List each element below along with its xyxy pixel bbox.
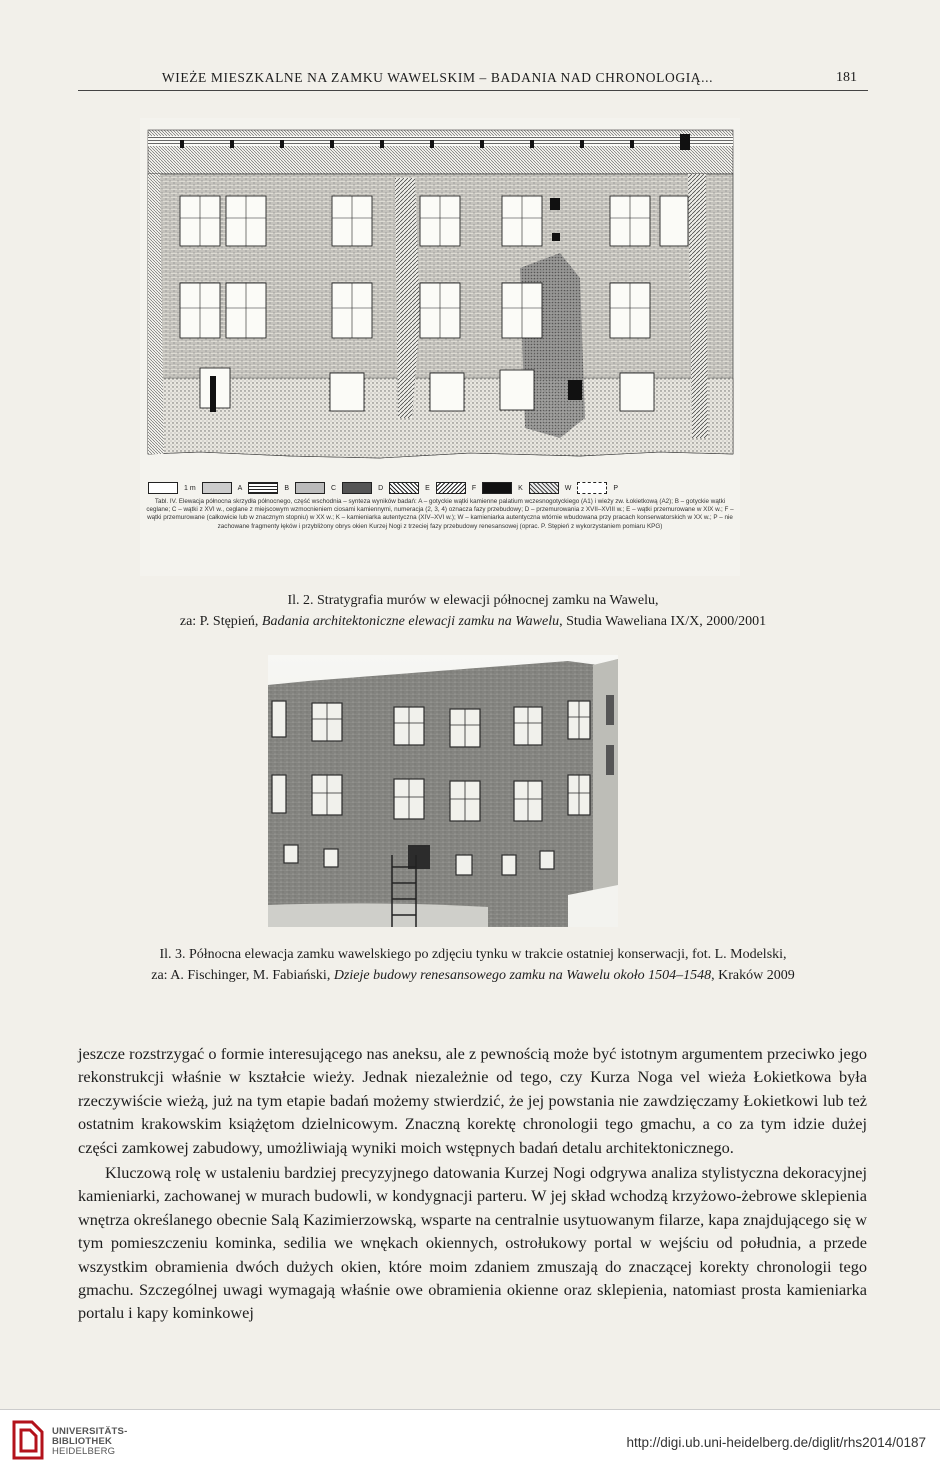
legend-swatch-c [295,482,325,494]
legend-label-k: K [518,484,523,492]
legend-swatch-a [202,482,232,494]
header-rule [78,90,868,91]
legend-swatch-e [389,482,419,494]
legend-label-p: P [613,484,619,492]
running-title: WIEŻE MIESZKALNE NA ZAMKU WAWELSKIM – BADANIA NAD CHRONOLOGIĄ... [161,70,714,85]
figure-2-caption-title: Badania architektoniczne elewacji zamku na Wawelu [261,614,560,629]
legend-swatch-k [482,482,512,494]
figure-2-caption-line2 [78,611,868,632]
library-logo-icon [10,1420,46,1460]
figure-2-caption-prefix: za: P. Stępień, [179,614,262,629]
legend-label-scale: 1 m [184,484,196,492]
legend-label-c: C [331,484,337,492]
library-name-line3: HEIDELBERG [52,1446,116,1457]
legend-swatch-p [577,482,607,494]
figure-2-caption-suffix: , Studia Waweliana IX/X, 2000/2001 [559,614,767,629]
legend-label-b: B [284,484,290,492]
plate-caption: Tabl. IV. Elewacja północna skrzydła północnego, część wschodnia – synteza wyników badań: A – gotyckie wątki kamienne palatium wczesnogotyckiego (A1) i wieży zw. Łokietkową (A2); B – gotyckie wątki ceglane; C – wątki z XVI w., ceglane z miejscowym wzmocnieniem ciosami kamiennymi, numeracja (2, 3, 4) oznacza fazy przebudowy; D – przemurowania z XVII–XVIII w.; E – wątki przemurowane w XIX w.; F – wątki przemurowane (całkowicie lub w znacznym stopniu) w XX w.; K – kamieniarka autentyczna (XIV–XVI w.); W – kamieniarka autentyczna wtórnie wbudowana przy pracach konserwatorskich w XX w.; P – nie zachowane fragmenty łęków i przybliżony obrys okien Kurzej Nogi z trzeciej fazy przebudowy renesansowej (oprac. P. Stępień z wykorzystaniem pomiaru KPG) [146,498,734,530]
legend-swatch-d [342,482,372,494]
legend-label-a: A [237,484,243,492]
plate-legend [148,478,733,498]
legend-label-e: E [425,484,430,492]
body-paragraph-1: jeszcze rozstrzygać o formie interesującego nas aneksu, ale z pewnością może być istotnym argumentem przeciwko jego rekonstrukcji właśnie w kształcie wieży. Jednak niezależnie od tego, czy Kurza Noga vel wieża Łokietkowa była rzeczywiście wieżą, już na tym etapie badań możemy stwierdzić, że jej powstania nie zawdzięczamy Łokietkowi lub też ostatnim krakowskim książętom dzielnicowym. Znaczną korektę chronologii tego gmachu, a co za tym idzie dużej części zamkowej zabudowy, umożliwiają wyniki moich wstępnych badań detalu architektonicznego. [78,1044,867,1157]
legend-swatch-f [436,482,466,494]
figure-3-caption-prefix: za: A. Fischinger, M. Fabiański, [151,968,334,983]
body-text [78,1042,867,1325]
legend-swatch-b [248,482,278,494]
figure-3-caption-suffix: , Kraków 2009 [711,968,795,983]
page-number: 181 [836,70,857,85]
digitization-footer [0,1409,940,1478]
library-name [52,1427,127,1457]
figure-3-caption [78,944,868,986]
figure-2-caption [78,590,868,632]
facade-photo-drawing [268,655,618,927]
figure-2-plate [140,118,740,576]
figure-2-caption-line1: Il. 2. Stratygrafia murów w elewacji północnej zamku na Wawelu, [287,593,659,608]
permalink-url[interactable]: http://digi.ub.uni-heidelberg.de/diglit/rhs2014/0187 [626,1435,926,1450]
figure-3-photo [268,655,618,927]
legend-label-d: D [378,484,384,492]
legend-swatch-scale [148,482,178,494]
legend-label-f: F [471,484,477,492]
legend-label-w: W [564,484,572,492]
body-paragraph-2: Kluczową rolę w ustaleniu bardziej precyzyjnego datowania Kurzej Nogi odgrywa analiza stylistyczna dekoracyjnej kamieniarki, zachowanej w murach budowli, w kondygnacji parteru. W jej skład wchodzą krzyżowo-żebrowe sklepienia wnętrza określanego obecnie Salą Kazimierzowską, wsparte na centralnie usytuowanym filarze, kapa znajdującego się w tym pomieszczeniu kominka, sedilia we wnękach okiennych, ostrołukowy portal w wejściu od południa, a przede wszystkim obramienia dwóch dużych okien, które moim zdaniem zmuszają do znaczącej korekty chronologii tego gmachu. Szczególnej uwagi wymagają właśnie owe obramienia okienne oraz sklepienia, natomiast prosta kamieniarka portalu i kapy kominkowej [78,1163,867,1323]
figure-3-caption-line2 [78,965,868,986]
library-name-line2: BIBLIOTHEK [52,1436,113,1447]
library-name-line1: UNIVERSITÄTS- [52,1426,128,1437]
legend-swatch-w [529,482,559,494]
figure-3-caption-line1: Il. 3. Północna elewacja zamku wawelskiego po zdjęciu tynku w trakcie ostatniej konserwacji, fot. L. Modelski, [159,947,787,962]
stratigraphy-drawing [140,118,740,478]
figure-3-caption-title: Dzieje budowy renesansowego zamku na Wawelu około 1504–1548 [333,968,712,983]
